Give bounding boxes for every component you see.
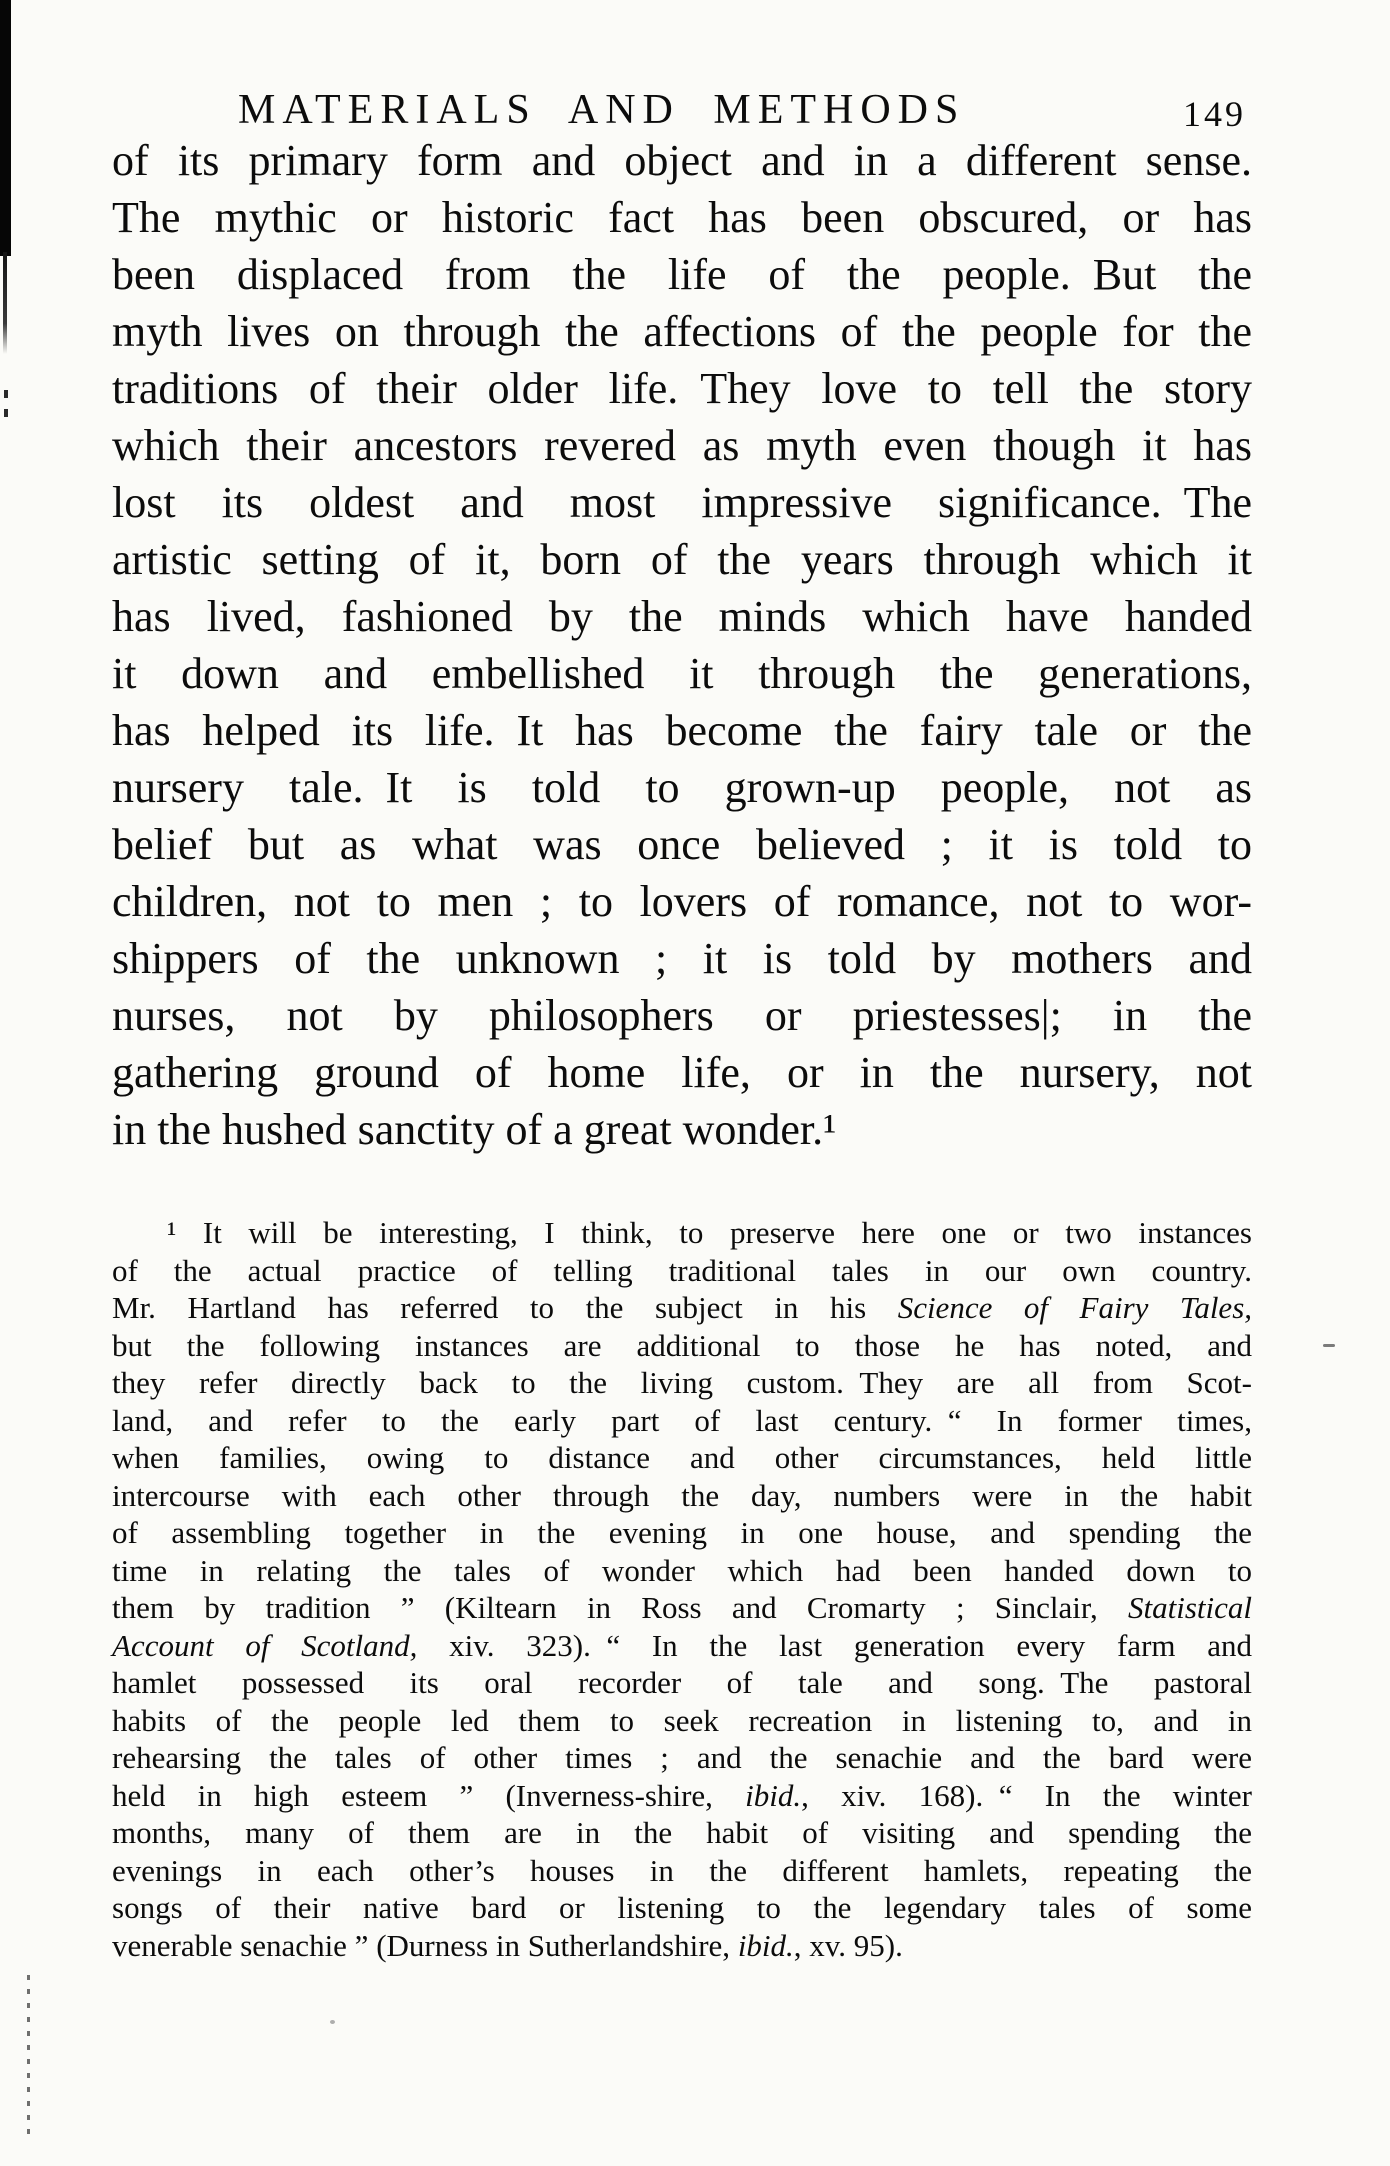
- text-line: time in relating the tales of wonder which had been handed down to: [112, 1552, 1252, 1588]
- text-line: intercourse with each other through the day, numbers were in the habit: [112, 1477, 1252, 1513]
- text-line: they refer directly back to the living custom. They are all from Scot-: [112, 1365, 1252, 1400]
- text-line: songs of their native bard or listening to the legendary tales of some: [112, 1890, 1252, 1925]
- text-line: been displaced from the life of the people. But the: [112, 250, 1252, 299]
- text-line: held in high esteem ” (Inverness-shire, ibid., xiv. 168). “ In the winter: [112, 1777, 1252, 1813]
- text-line: Mr. Hartland has referred to the subject in his Science of Fairy Tales,: [112, 1290, 1253, 1325]
- text-line: venerable senachie ” (Durness in Sutherlandshire, ibid., xv. 95).: [112, 1927, 903, 1963]
- text-line: has lived, fashioned by the minds which have handed: [112, 592, 1252, 641]
- scan-artifact-dotted-line: [27, 1975, 30, 2135]
- footnote: [112, 1214, 1252, 1964]
- text-line: it down and embellished it through the generations,: [112, 649, 1252, 698]
- body-text: [112, 132, 1252, 1158]
- text-line: them by tradition ” (Kiltearn in Ross and Cromarty ; Sinclair, Statistical: [112, 1590, 1252, 1625]
- text-line: in the hushed sanctity of a great wonder.¹: [112, 1105, 837, 1154]
- text-line: months, many of them are in the habit of visiting and spending the: [112, 1815, 1252, 1850]
- text-line: traditions of their older life. They love to tell the story: [112, 364, 1252, 413]
- text-line: gathering ground of home life, or in the nursery, not: [112, 1048, 1252, 1097]
- text-line: rehearsing the tales of other times ; and the senachie and the bard were: [112, 1740, 1252, 1775]
- text-line: which their ancestors revered as myth even though it has: [112, 421, 1252, 470]
- text-line: has helped its life. It has become the fairy tale or the: [112, 706, 1252, 755]
- text-line: myth lives on through the affections of the people for the: [112, 307, 1252, 356]
- text-line: The mythic or historic fact has been obscured, or has: [112, 193, 1252, 242]
- scan-artifact-margin-marks: [4, 390, 8, 426]
- text-line: land, and refer to the early part of last century. “ In former times,: [112, 1402, 1252, 1438]
- text-line: of its primary form and object and in a different sense.: [112, 136, 1252, 185]
- scan-artifact-speck: [330, 2020, 335, 2024]
- text-line: artistic setting of it, born of the years through which it: [112, 535, 1252, 584]
- text-line: when families, owing to distance and other circumstances, held little: [112, 1440, 1252, 1475]
- scan-artifact-margin-line: [3, 252, 7, 354]
- page-title: MATERIALS AND METHODS: [238, 87, 966, 133]
- scan-artifact-right-dash: [1323, 1344, 1335, 1347]
- text-line: Account of Scotland, xiv. 323). “ In the last generation every farm and: [112, 1627, 1253, 1663]
- text-line: belief but as what was once believed ; it is told to: [112, 820, 1252, 869]
- text-line: evenings in each other’s houses in the different hamlets, repeating the: [112, 1852, 1252, 1888]
- text-line: lost its oldest and most impressive significance. The: [112, 478, 1252, 527]
- text-line: shippers of the unknown ; it is told by mothers and: [112, 934, 1252, 983]
- text-line: of the actual practice of telling traditional tales in our own country.: [112, 1252, 1252, 1288]
- text-line: nursery tale. It is told to grown-up people, not as: [112, 763, 1252, 812]
- scan-artifact-binding-bar: [0, 0, 11, 256]
- text-line: habits of the people led them to seek recreation in listening to, and in: [112, 1702, 1252, 1738]
- text-line: ¹ It will be interesting, I think, to preserve here one or two instances: [167, 1215, 1252, 1250]
- text-line: but the following instances are additional to those he has noted, and: [112, 1327, 1252, 1363]
- page-number: 149: [1183, 94, 1246, 134]
- text-line: of assembling together in the evening in one house, and spending the: [112, 1515, 1252, 1550]
- text-line: nurses, not by philosophers or priestesses|; in the: [112, 991, 1252, 1040]
- text-line: hamlet possessed its oral recorder of tale and song. The pastoral: [112, 1665, 1252, 1700]
- text-line: children, not to men ; to lovers of romance, not to wor-: [112, 877, 1252, 926]
